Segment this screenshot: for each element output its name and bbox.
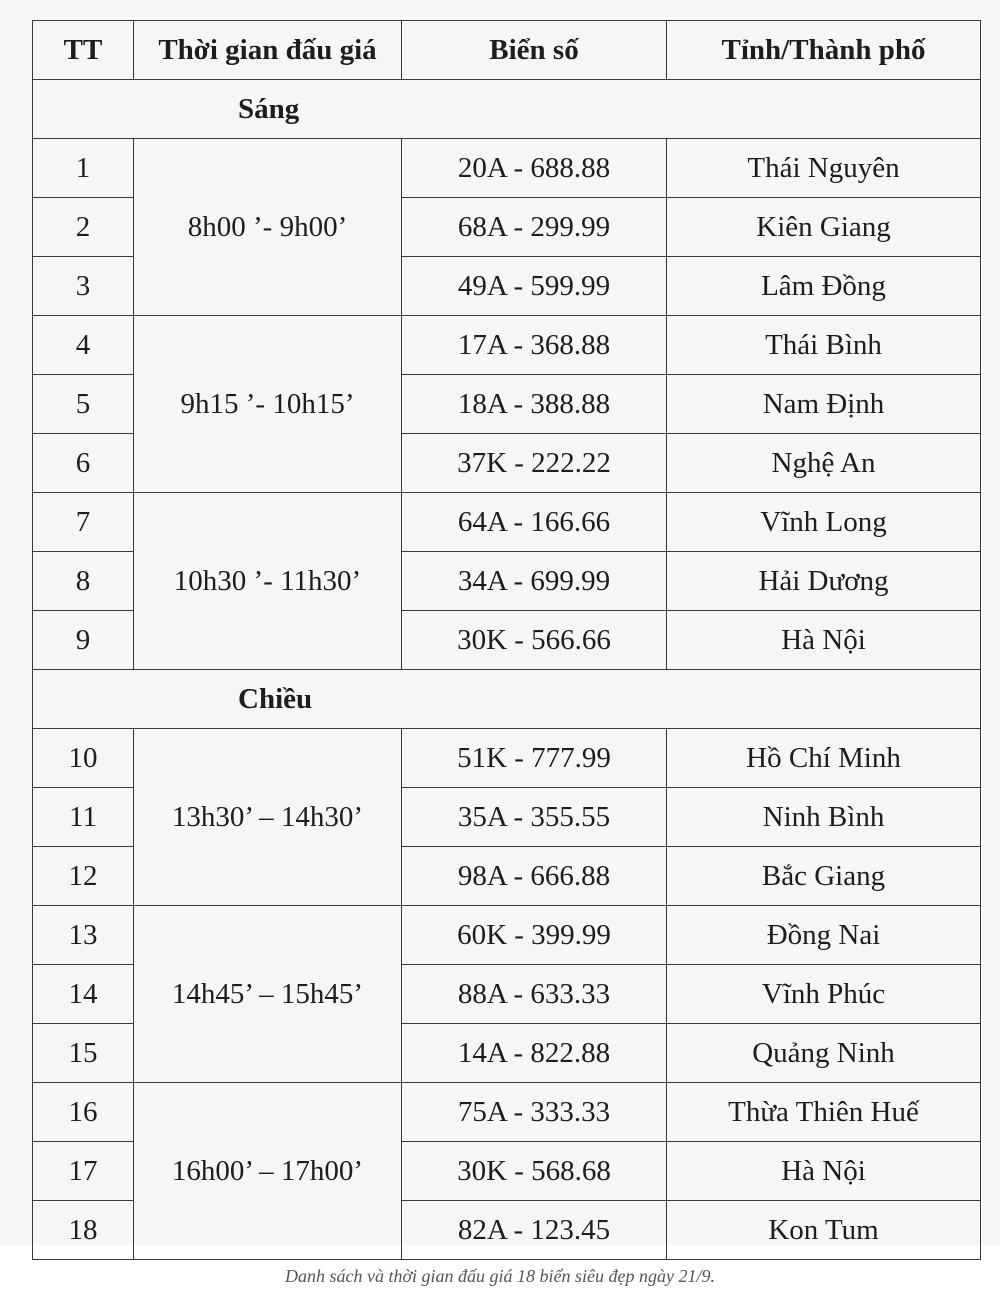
plate-number: 68A - 299.99 bbox=[402, 198, 667, 257]
auction-schedule-table bbox=[32, 20, 981, 1260]
row-number: 10 bbox=[33, 729, 134, 788]
province: Nam Định bbox=[667, 375, 981, 434]
time-slot: 10h30 ’- 11h30’ bbox=[134, 493, 402, 670]
row-number: 7 bbox=[33, 493, 134, 552]
province: Hà Nội bbox=[667, 1142, 981, 1201]
province: Hồ Chí Minh bbox=[667, 729, 981, 788]
row-number: 8 bbox=[33, 552, 134, 611]
plate-number: 14A - 822.88 bbox=[402, 1024, 667, 1083]
province: Vĩnh Phúc bbox=[667, 965, 981, 1024]
image-caption: Danh sách và thời gian đấu giá 18 biển siêu đẹp ngày 21/9. bbox=[284, 1266, 716, 1286]
time-slot: 8h00 ’- 9h00’ bbox=[134, 139, 402, 316]
header-time: Thời gian đấu giá bbox=[134, 21, 402, 80]
plate-number: 30K - 566.66 bbox=[402, 611, 667, 670]
table-row bbox=[33, 1083, 981, 1142]
table-row bbox=[33, 493, 981, 552]
time-slot: 13h30’ – 14h30’ bbox=[134, 729, 402, 906]
plate-number: 64A - 166.66 bbox=[402, 493, 667, 552]
header-row bbox=[33, 21, 981, 80]
row-number: 1 bbox=[33, 139, 134, 198]
section-label: Sáng bbox=[33, 80, 981, 139]
plate-number: 82A - 123.45 bbox=[402, 1201, 667, 1260]
province: Ninh Bình bbox=[667, 788, 981, 847]
province: Thái Nguyên bbox=[667, 139, 981, 198]
row-number: 6 bbox=[33, 434, 134, 493]
plate-number: 98A - 666.88 bbox=[402, 847, 667, 906]
province: Đồng Nai bbox=[667, 906, 981, 965]
row-number: 11 bbox=[33, 788, 134, 847]
table-row bbox=[33, 729, 981, 788]
plate-number: 30K - 568.68 bbox=[402, 1142, 667, 1201]
plate-number: 51K - 777.99 bbox=[402, 729, 667, 788]
province: Vĩnh Long bbox=[667, 493, 981, 552]
table-row bbox=[33, 906, 981, 965]
plate-number: 60K - 399.99 bbox=[402, 906, 667, 965]
plate-number: 18A - 388.88 bbox=[402, 375, 667, 434]
header-province: Tỉnh/Thành phố bbox=[667, 21, 981, 80]
time-slot: 14h45’ – 15h45’ bbox=[134, 906, 402, 1083]
time-slot: 16h00’ – 17h00’ bbox=[134, 1083, 402, 1260]
province: Bắc Giang bbox=[667, 847, 981, 906]
plate-number: 17A - 368.88 bbox=[402, 316, 667, 375]
header-plate: Biển số bbox=[402, 21, 667, 80]
row-number: 3 bbox=[33, 257, 134, 316]
section-row-afternoon bbox=[33, 670, 981, 729]
plate-number: 34A - 699.99 bbox=[402, 552, 667, 611]
province: Hà Nội bbox=[667, 611, 981, 670]
province: Thái Bình bbox=[667, 316, 981, 375]
province: Nghệ An bbox=[667, 434, 981, 493]
row-number: 4 bbox=[33, 316, 134, 375]
row-number: 13 bbox=[33, 906, 134, 965]
row-number: 14 bbox=[33, 965, 134, 1024]
row-number: 16 bbox=[33, 1083, 134, 1142]
row-number: 15 bbox=[33, 1024, 134, 1083]
row-number: 12 bbox=[33, 847, 134, 906]
plate-number: 37K - 222.22 bbox=[402, 434, 667, 493]
province: Kon Tum bbox=[667, 1201, 981, 1260]
plate-number: 88A - 633.33 bbox=[402, 965, 667, 1024]
plate-number: 49A - 599.99 bbox=[402, 257, 667, 316]
plate-number: 75A - 333.33 bbox=[402, 1083, 667, 1142]
row-number: 5 bbox=[33, 375, 134, 434]
plate-number: 20A - 688.88 bbox=[402, 139, 667, 198]
row-number: 17 bbox=[33, 1142, 134, 1201]
row-number: 18 bbox=[33, 1201, 134, 1260]
province: Thừa Thiên Huế bbox=[667, 1083, 981, 1142]
province: Lâm Đồng bbox=[667, 257, 981, 316]
header-tt: TT bbox=[33, 21, 134, 80]
plate-number: 35A - 355.55 bbox=[402, 788, 667, 847]
time-slot: 9h15 ’- 10h15’ bbox=[134, 316, 402, 493]
section-label: Chiều bbox=[33, 670, 981, 729]
section-row-morning bbox=[33, 80, 981, 139]
province: Quảng Ninh bbox=[667, 1024, 981, 1083]
table-row bbox=[33, 139, 981, 198]
province: Kiên Giang bbox=[667, 198, 981, 257]
row-number: 9 bbox=[33, 611, 134, 670]
row-number: 2 bbox=[33, 198, 134, 257]
province: Hải Dương bbox=[667, 552, 981, 611]
table-row bbox=[33, 316, 981, 375]
